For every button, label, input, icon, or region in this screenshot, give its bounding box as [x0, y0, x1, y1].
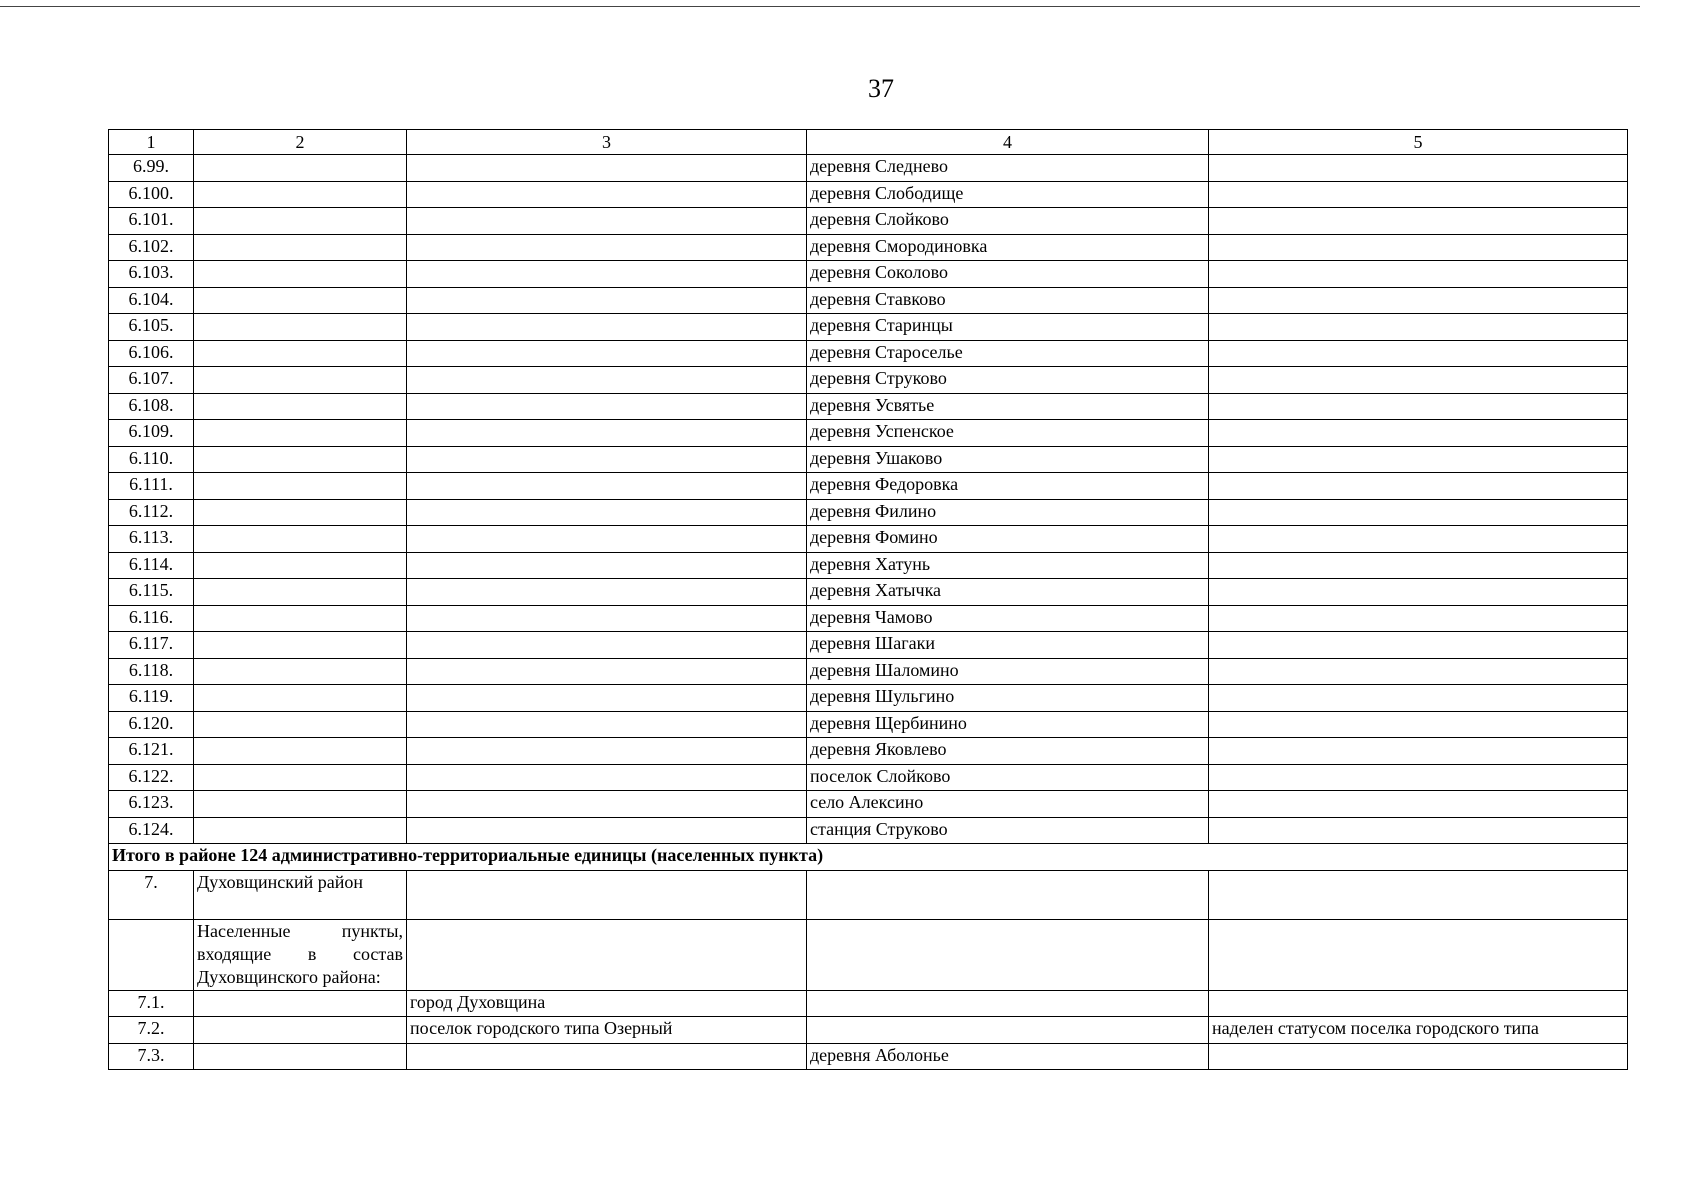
table-row — [109, 473, 1628, 500]
settlement-name: деревня Фомино — [807, 526, 1209, 553]
row-number: 6.99. — [109, 155, 194, 182]
cell-col-5 — [1209, 314, 1628, 341]
cell-col-2 — [194, 579, 407, 606]
table-row — [109, 990, 1628, 1017]
cell-col-1 — [109, 919, 194, 990]
cell-col-5 — [1209, 870, 1628, 919]
table-row — [109, 526, 1628, 553]
row-number: 7.3. — [109, 1043, 194, 1070]
row-number: 6.118. — [109, 658, 194, 685]
cell-col-2 — [194, 367, 407, 394]
table-row — [109, 261, 1628, 288]
table-row — [109, 340, 1628, 367]
table-row — [109, 446, 1628, 473]
table-row — [109, 367, 1628, 394]
table-row — [109, 605, 1628, 632]
row-number: 6.120. — [109, 711, 194, 738]
cell-col-3 — [407, 870, 807, 919]
settlements-label-line: Населенные пункты, — [197, 920, 403, 941]
row-number: 6.113. — [109, 526, 194, 553]
cell-col-2 — [194, 990, 407, 1017]
table-row — [109, 314, 1628, 341]
cell-col-3 — [407, 473, 807, 500]
row-number: 6.114. — [109, 552, 194, 579]
cell-col-2 — [194, 155, 407, 182]
cell-col-4 — [807, 919, 1209, 990]
settlement-name: село Алексино — [807, 791, 1209, 818]
row-number: 7.1. — [109, 990, 194, 1017]
status-note — [1209, 990, 1628, 1017]
table-row — [109, 711, 1628, 738]
cell-col-2 — [194, 791, 407, 818]
cell-col-5 — [1209, 552, 1628, 579]
cell-col-5 — [1209, 234, 1628, 261]
settlement-name: деревня Старинцы — [807, 314, 1209, 341]
cell-col-3 — [407, 685, 807, 712]
cell-col-3 — [407, 764, 807, 791]
cell-col-2 — [194, 287, 407, 314]
cell-col-4 — [807, 870, 1209, 919]
cell-col-5 — [1209, 261, 1628, 288]
settlement-name: деревня Филино — [807, 499, 1209, 526]
cell-col-5 — [1209, 181, 1628, 208]
settlement-name: деревня Смородиновка — [807, 234, 1209, 261]
table-row — [109, 420, 1628, 447]
cell-col-3 — [407, 287, 807, 314]
settlement-name: деревня Следнево — [807, 155, 1209, 182]
settlements-label-line: Духовщинского района: — [197, 966, 381, 987]
row-number: 6.101. — [109, 208, 194, 235]
cell-col-5 — [1209, 287, 1628, 314]
table-row — [109, 155, 1628, 182]
cell-col-3 — [407, 420, 807, 447]
cell-col-2 — [194, 685, 407, 712]
table-row — [109, 685, 1628, 712]
row-number: 6.115. — [109, 579, 194, 606]
cell-col-5 — [1209, 738, 1628, 765]
header-col-3: 3 — [407, 130, 807, 155]
cell-col-2 — [194, 552, 407, 579]
row-number: 6.110. — [109, 446, 194, 473]
settlement-name: деревня Ставково — [807, 287, 1209, 314]
settlement-col-3: поселок городского типа Озерный — [407, 1017, 807, 1044]
cell-col-3 — [407, 499, 807, 526]
cell-col-5 — [1209, 919, 1628, 990]
status-note — [1209, 1043, 1628, 1070]
cell-col-2 — [194, 473, 407, 500]
settlement-name: деревня Слободище — [807, 181, 1209, 208]
cell-col-5 — [1209, 420, 1628, 447]
cell-col-2 — [194, 658, 407, 685]
settlement-name: деревня Струково — [807, 367, 1209, 394]
row-number: 6.103. — [109, 261, 194, 288]
cell-col-3 — [407, 658, 807, 685]
cell-col-3 — [407, 340, 807, 367]
table-row — [109, 208, 1628, 235]
settlement-name: деревня Хатунь — [807, 552, 1209, 579]
settlement-name: деревня Староселье — [807, 340, 1209, 367]
settlement-name: деревня Слойково — [807, 208, 1209, 235]
cell-col-2 — [194, 764, 407, 791]
cell-col-5 — [1209, 367, 1628, 394]
settlements-label-row — [109, 919, 1628, 990]
cell-col-3 — [407, 234, 807, 261]
total-text: Итого в районе 124 административно-территориальные единицы (населенных пункта) — [109, 844, 1628, 871]
row-number: 6.123. — [109, 791, 194, 818]
cell-col-5 — [1209, 658, 1628, 685]
cell-col-3 — [407, 817, 807, 844]
cell-col-5 — [1209, 791, 1628, 818]
row-number: 6.107. — [109, 367, 194, 394]
settlement-name: деревня Усвятье — [807, 393, 1209, 420]
cell-col-2 — [194, 181, 407, 208]
cell-col-2 — [194, 605, 407, 632]
cell-col-3 — [407, 367, 807, 394]
settlement-name: деревня Щербинино — [807, 711, 1209, 738]
cell-col-2 — [194, 234, 407, 261]
cell-col-5 — [1209, 685, 1628, 712]
settlement-name: деревня Хатычка — [807, 579, 1209, 606]
cell-col-3 — [407, 526, 807, 553]
cell-col-5 — [1209, 579, 1628, 606]
cell-col-2 — [194, 1017, 407, 1044]
table-row — [109, 234, 1628, 261]
table-row — [109, 393, 1628, 420]
cell-col-3 — [407, 393, 807, 420]
row-number: 6.105. — [109, 314, 194, 341]
row-number: 6.111. — [109, 473, 194, 500]
cell-col-3 — [407, 579, 807, 606]
cell-col-3 — [407, 605, 807, 632]
header-col-1: 1 — [109, 130, 194, 155]
cell-col-5 — [1209, 764, 1628, 791]
cell-col-3 — [407, 738, 807, 765]
header-col-4: 4 — [807, 130, 1209, 155]
settlement-col-3: город Духовщина — [407, 990, 807, 1017]
cell-col-2 — [194, 632, 407, 659]
cell-col-2 — [194, 314, 407, 341]
cell-col-5 — [1209, 605, 1628, 632]
cell-col-3 — [407, 919, 807, 990]
cell-col-2 — [194, 738, 407, 765]
cell-col-3 — [407, 261, 807, 288]
header-col-5: 5 — [1209, 130, 1628, 155]
cell-col-2 — [194, 420, 407, 447]
settlement-name: поселок Слойково — [807, 764, 1209, 791]
row-number: 6.106. — [109, 340, 194, 367]
row-number: 6.104. — [109, 287, 194, 314]
row-number: 6.121. — [109, 738, 194, 765]
row-number: 6.117. — [109, 632, 194, 659]
table-header-row — [109, 130, 1628, 155]
table-row — [109, 632, 1628, 659]
cell-col-3 — [407, 155, 807, 182]
settlement-col-4: деревня Аболонье — [807, 1043, 1209, 1070]
district-name: Духовщинский район — [194, 870, 407, 919]
row-number: 6.100. — [109, 181, 194, 208]
top-border-line — [0, 6, 1640, 7]
table-row — [109, 764, 1628, 791]
cell-col-2 — [194, 393, 407, 420]
settlement-name: деревня Соколово — [807, 261, 1209, 288]
district-number: 7. — [109, 870, 194, 919]
settlements-table — [108, 129, 1628, 1070]
settlements-label-line: входящие в состав — [197, 943, 403, 964]
settlement-name: деревня Успенское — [807, 420, 1209, 447]
table-row — [109, 1017, 1628, 1044]
settlement-name: деревня Шагаки — [807, 632, 1209, 659]
cell-col-2 — [194, 1043, 407, 1070]
table-row — [109, 181, 1628, 208]
cell-col-5 — [1209, 473, 1628, 500]
cell-col-3 — [407, 314, 807, 341]
table-row — [109, 552, 1628, 579]
page-number: 37 — [868, 74, 894, 103]
settlement-name: деревня Шульгино — [807, 685, 1209, 712]
cell-col-3 — [407, 552, 807, 579]
row-number: 6.116. — [109, 605, 194, 632]
cell-col-2 — [194, 526, 407, 553]
cell-col-3 — [407, 181, 807, 208]
cell-col-3 — [407, 208, 807, 235]
cell-col-5 — [1209, 632, 1628, 659]
table-row — [109, 738, 1628, 765]
row-number: 6.122. — [109, 764, 194, 791]
cell-col-5 — [1209, 499, 1628, 526]
table-row — [109, 817, 1628, 844]
settlement-name: деревня Федоровка — [807, 473, 1209, 500]
row-number: 6.109. — [109, 420, 194, 447]
cell-col-2 — [194, 817, 407, 844]
settlements-label — [194, 919, 407, 990]
table-row — [109, 658, 1628, 685]
cell-col-3 — [407, 632, 807, 659]
table-row — [109, 1043, 1628, 1070]
table-row — [109, 499, 1628, 526]
cell-col-2 — [194, 711, 407, 738]
settlement-name: станция Струково — [807, 817, 1209, 844]
settlement-name: деревня Яковлево — [807, 738, 1209, 765]
settlement-col-4 — [807, 990, 1209, 1017]
cell-col-5 — [1209, 711, 1628, 738]
district-row — [109, 870, 1628, 919]
cell-col-3 — [407, 711, 807, 738]
cell-col-5 — [1209, 340, 1628, 367]
cell-col-5 — [1209, 817, 1628, 844]
row-number: 7.2. — [109, 1017, 194, 1044]
row-number: 6.119. — [109, 685, 194, 712]
settlement-name: деревня Шаломино — [807, 658, 1209, 685]
table-row — [109, 287, 1628, 314]
cell-col-2 — [194, 261, 407, 288]
row-number: 6.112. — [109, 499, 194, 526]
cell-col-3 — [407, 446, 807, 473]
settlement-name: деревня Ушаково — [807, 446, 1209, 473]
row-number: 6.102. — [109, 234, 194, 261]
table-row — [109, 791, 1628, 818]
cell-col-3 — [407, 791, 807, 818]
total-row — [109, 844, 1628, 871]
cell-col-5 — [1209, 526, 1628, 553]
settlement-col-3 — [407, 1043, 807, 1070]
settlement-col-4 — [807, 1017, 1209, 1044]
header-col-2: 2 — [194, 130, 407, 155]
cell-col-2 — [194, 340, 407, 367]
row-number: 6.108. — [109, 393, 194, 420]
cell-col-5 — [1209, 208, 1628, 235]
cell-col-2 — [194, 446, 407, 473]
cell-col-5 — [1209, 393, 1628, 420]
settlement-name: деревня Чамово — [807, 605, 1209, 632]
cell-col-5 — [1209, 446, 1628, 473]
cell-col-2 — [194, 499, 407, 526]
status-note: наделен статусом поселка городского типа — [1209, 1017, 1628, 1044]
cell-col-2 — [194, 208, 407, 235]
row-number: 6.124. — [109, 817, 194, 844]
cell-col-5 — [1209, 155, 1628, 182]
table-row — [109, 579, 1628, 606]
